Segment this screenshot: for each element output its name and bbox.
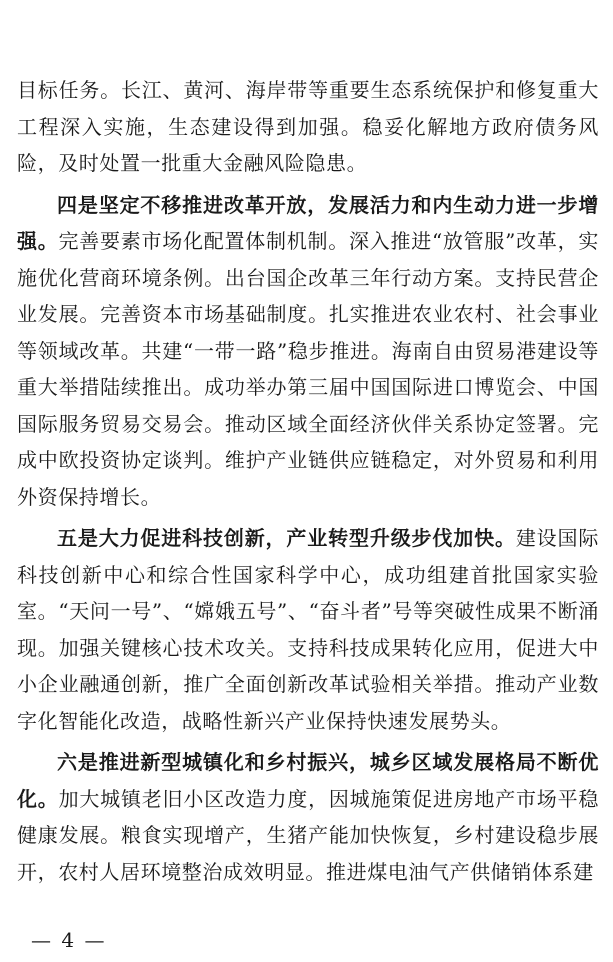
paragraph-text: 加大城镇老旧小区改造力度，因城施策促进房地产市场平稳健康发展。粮食实现增产，生猪产能加快恢复，乡村建设稳步展开，农村人居环境整治成效明显。推进煤电油气产供储销体系建 xyxy=(17,786,599,884)
paragraph-text: 完善要素市场化配置体制机制。深入推进“放管服”改革，实施优化营商环境条例。出台国企改革三年行动方案。支持民营企业发展。完善资本市场基础制度。扎实推进农业农村、社会事业等领域改革。共建“一带一路”稳步推进。海南自由贸易港建设等重大举措陆续推出。成功举办第三届中国国际进口博览会、中国国际服务贸易交易会。推动区域全面经济伙伴关系协定签署。完成中欧投资协定谈判。维护产业链供应链稳定，对外贸易和利用外资保持增长。 xyxy=(17,229,599,509)
paragraph-text: 目标任务。长江、黄河、海岸带等重要生态系统保护和修复重大工程深入实施，生态建设得到加强。稳妥化解地方政府债务风险，及时处置一批重大金融风险隐患。 xyxy=(17,78,599,175)
paragraph-lead-heading: 五是大力促进科技创新，产业转型升级步伐加快。 xyxy=(57,526,516,550)
paragraph-lead-heading: 四是坚定不移推进改革开放，发展活力和内生动力进一步增强。 xyxy=(17,192,599,253)
page-number: — 4 — xyxy=(31,928,107,952)
paragraph-continued xyxy=(17,72,599,182)
paragraph-lead-heading: 六是推进新型城镇化和乡村振兴，城乡区域发展格局不断优化。 xyxy=(17,750,599,811)
paragraph-text: 建设国际科技创新中心和综合性国家科学中心，成功组建首批国家实验室。“天问一号”、“嫦娥五号”、“奋斗者”号等突破性成果不断涌现。加强关键核心技术攻关。支持科技成果转化应用，促进大中小企业融通创新，推广全面创新改革试验相关举措。推动产业数字化智能化改造，战略性新兴产业保持快速发展势头。 xyxy=(17,526,599,733)
paragraph-reform-opening xyxy=(17,187,599,516)
paragraph-urbanization-rural xyxy=(17,744,599,890)
paragraph-tech-innovation xyxy=(17,520,599,739)
